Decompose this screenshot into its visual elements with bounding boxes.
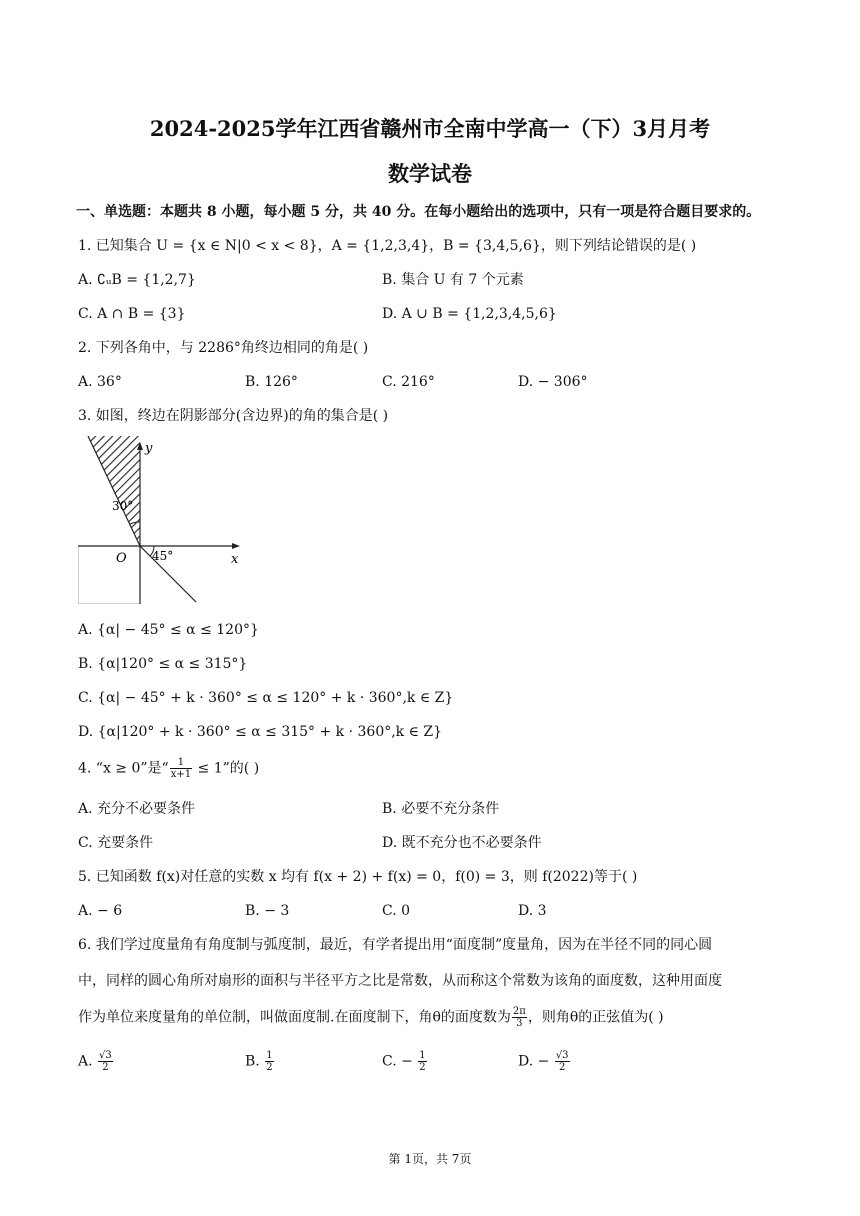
question-1-stem: 1. 已知集合 U = {x ∈ N|0 < x < 8}，A = {1,2,3,4}，B = {3,4,5,6}，则下列结论错误的是( ) [78,238,697,254]
question-6-option-c [382,1050,428,1073]
question-3-option-a: A. {α| − 45° ≤ α ≤ 120°} [78,622,259,638]
fraction-denominator: 2 [558,1062,566,1073]
fraction-denominator: 2 [266,1062,273,1073]
question-6-option-b [245,1050,275,1073]
angle-30-label: 30° [112,499,134,513]
angle-region-figure [78,436,244,604]
fraction-numerator: 1 [419,1050,426,1061]
question-3-option-d: D. {α|120° + k · 360° ≤ α ≤ 315° + k · 360°,k ∈ Z} [78,724,443,740]
fraction-numerator: 1 [170,757,192,769]
question-5-option-c: C. 0 [382,903,411,919]
option-fraction [265,1050,273,1073]
question-5-option-d: D. 3 [518,903,547,919]
question-2-stem: 2. 下列各角中，与 2286°角终边相同的角是( ) [78,340,369,356]
question-3-option-c: C. {α| − 45° + k · 360° ≤ α ≤ 120° + k · 360°,k ∈ Z} [78,690,454,706]
question-2-option-d: D. − 306° [518,374,588,390]
question-6-stem-post: ，则角θ的正弦值为( ) [527,1009,664,1026]
question-4-stem-pre: 4. “x ≥ 0”是“ [78,760,169,777]
option-prefix: A. [78,1053,98,1070]
question-6-stem-line3 [78,1006,664,1029]
question-3-option-b: B. {α|120° ≤ α ≤ 315°} [78,656,248,672]
question-6-option-a [78,1050,114,1073]
question-5-stem: 5. 已知函数 f(x)对任意的实数 x 均有 f(x + 2) + f(x) = 0，f(0) = 3，则 f(2022)等于( ) [78,869,638,885]
question-5-option-a: A. − 6 [78,903,123,919]
fraction-denominator: 3 [516,1018,523,1029]
fraction-numerator: √3 [99,1050,112,1061]
question-6-fraction [512,1006,527,1029]
fraction-numerator: √3 [555,1050,569,1061]
question-1-option-a: A. ∁ᵤB = {1,2,7} [78,272,196,288]
question-6-stem-line2: 中，同样的圆心角所对扇形的面积与半径平方之比是常数，从而称这个常数为该角的面度数，这种用面度 [78,973,722,989]
exam-title-line1: 2024-2025学年江西省赣州市全南中学高一（下）3月月考 [149,116,711,141]
fraction-denominator: 2 [419,1062,426,1073]
question-1-option-b: B. 集合 U 有 7 个元素 [382,272,524,288]
section-heading: 一、单选题：本题共 8 小题，每小题 5 分，共 40 分。在每小题给出的选项中，只有一项是符合题目要求的。 [76,204,761,220]
fraction-numerator: 2π [512,1006,526,1017]
option-fraction [98,1050,113,1073]
question-2-option-c: C. 216° [382,374,435,390]
question-6-stem-pre: 作为单位来度量角的单位制，叫做面度制.在面度制下，角θ的面度数为 [78,1009,511,1026]
question-4-option-b: B. 必要不充分条件 [382,801,500,817]
question-5-option-b: B. − 3 [245,903,290,919]
question-4-option-c: C. 充要条件 [78,835,154,851]
question-4-stem-post: ≤ 1”的( ) [193,760,260,777]
option-prefix: C. − [382,1053,418,1070]
option-prefix: D. − [518,1053,554,1070]
question-6-option-d [518,1050,571,1073]
y-axis-label: y [145,441,153,456]
question-3-stem: 3. 如图，终边在阴影部分(含边界)的角的集合是( ) [78,408,389,424]
exam-title-line2: 数学试卷 [388,161,472,186]
angle-45-label: 45° [152,549,174,563]
fraction-numerator: 1 [266,1050,273,1061]
fraction-denominator: x+1 [170,769,192,780]
origin-label: O [116,551,127,566]
question-4-stem [78,757,259,780]
question-1-option-c: C. A ∩ B = {3} [78,306,186,322]
option-fraction [555,1050,570,1073]
fraction-denominator: 2 [102,1062,109,1073]
question-4-fraction [170,757,192,780]
question-6-stem-line1: 6. 我们学过度量角有角度制与弧度制，最近，有学者提出用“面度制”度量角，因为在半径不同的同心圆 [78,937,713,953]
x-axis-label: x [231,552,239,567]
option-fraction [418,1050,426,1073]
question-4-option-d: D. 既不充分也不必要条件 [382,835,542,851]
question-1-option-d: D. A ∪ B = {1,2,3,4,5,6} [382,306,557,322]
question-2-option-b: B. 126° [245,374,298,390]
page-footer: 第 1页，共 7页 [388,1152,472,1166]
question-2-option-a: A. 36° [78,374,122,390]
option-prefix: B. [245,1053,265,1070]
question-4-option-a: A. 充分不必要条件 [78,801,196,817]
